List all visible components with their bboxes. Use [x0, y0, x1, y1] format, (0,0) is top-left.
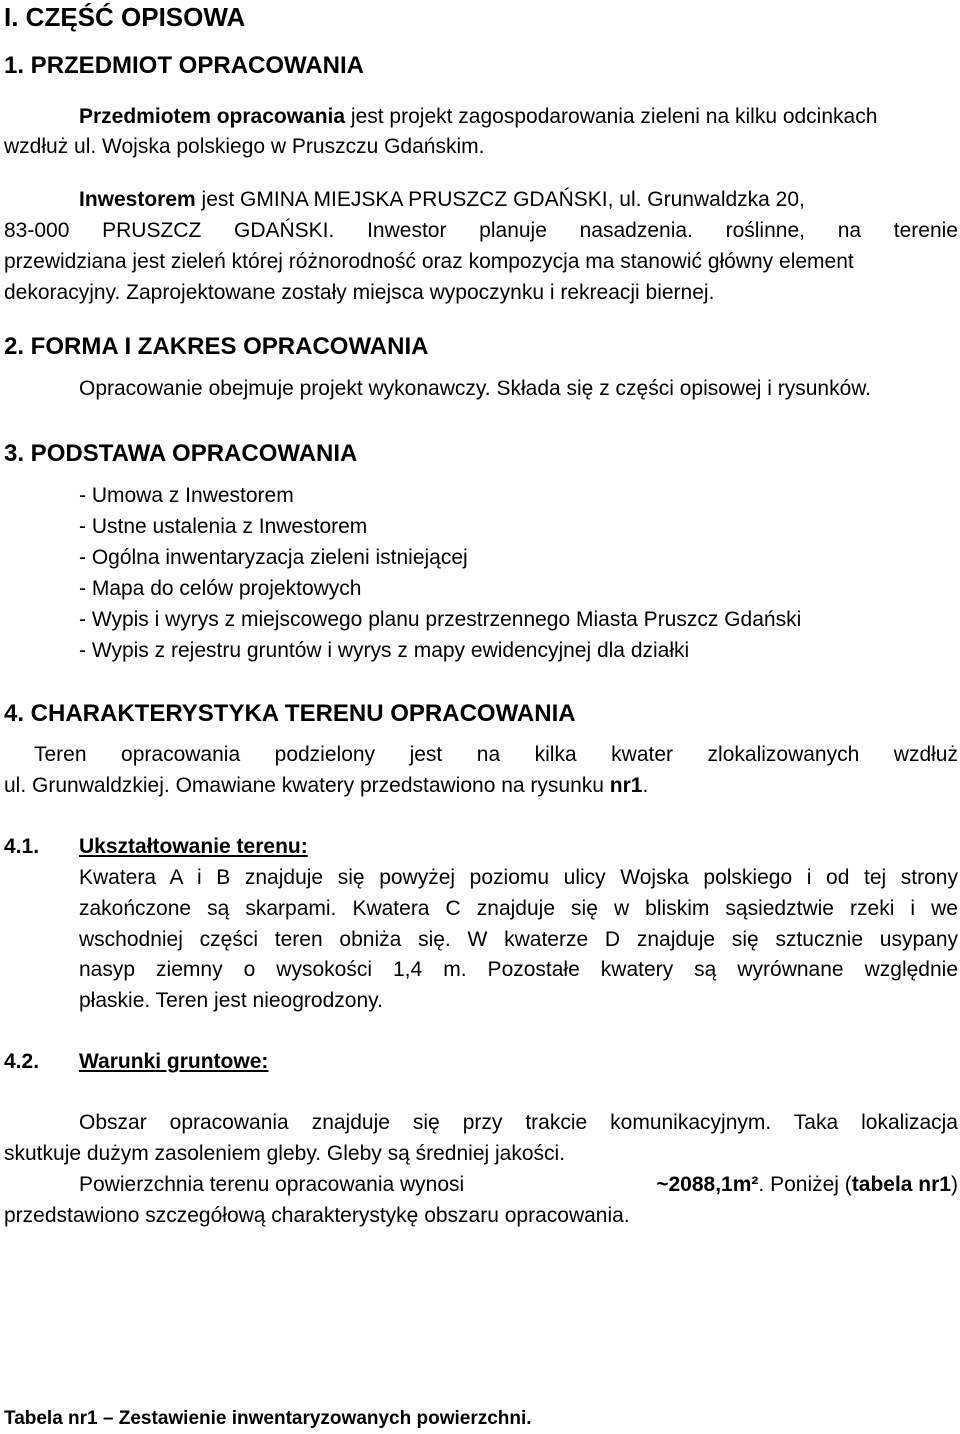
subsection-4-1-title: Ukształtowanie terenu: — [79, 835, 308, 858]
s4-1-line: płaskie. Teren jest nieogrodzony. — [79, 989, 383, 1012]
s1-paragraph-2-line-4: dekoracyjny. Zaprojektowane zostały miejsca wypoczynku i rekreacji biernej. — [4, 281, 715, 304]
s2-text: Opracowanie obejmuje projekt wykonawczy. Składa się z części opisowej i rysunków. — [79, 377, 872, 400]
subsection-4-1-number: 4.1. — [4, 835, 40, 858]
s4-2-line3-post: ) — [951, 1173, 958, 1196]
s1-p1-bold: Przedmiotem opracowania — [79, 105, 346, 128]
s1-paragraph-2-line-2: 83-000 PRUSZCZ GDAŃSKI. Inwestor planuje nasadzenia. roślinne, na terenie — [4, 219, 958, 242]
page-title: I. CZĘŚĆ OPISOWA — [4, 2, 246, 32]
s4-line2-bold: nr1 — [609, 774, 643, 797]
s4-line2-text: ul. Grunwaldzkiej. Omawiane kwatery przedstawiono na rysunku — [4, 774, 610, 797]
s1-p1-rest: jest projekt zagospodarowania zieleni na kilku odcinkach — [345, 105, 878, 128]
s3-list-item: - Wypis i wyrys z miejscowego planu przestrzennego Miasta Pruszcz Gdański — [79, 608, 802, 631]
s4-1-line: Kwatera A i B znajduje się powyżej poziomu ulicy Wojska polskiego i od tej strony — [79, 866, 958, 889]
s3-list-item: - Wypis z rejestru gruntów i wyrys z mapy ewidencyjnej dla działki — [79, 639, 690, 662]
s4-2-line-1: Obszar opracowania znajduje się przy trakcie komunikacyjnym. Taka lokalizacja — [79, 1111, 958, 1134]
s3-list-item: - Ogólna inwentaryzacja zieleni istniejącej — [79, 546, 468, 569]
section-4-heading: 4. CHARAKTERYSTYKA TERENU OPRACOWANIA — [4, 700, 576, 727]
s1-paragraph-2-line-1 — [79, 188, 805, 212]
s1-paragraph-1-line-1 — [79, 105, 877, 129]
subsection-4-2-title: Warunki gruntowe: — [79, 1050, 269, 1073]
s4-2-line-4: przedstawiono szczegółową charakterystykę obszaru opracowania. — [4, 1204, 630, 1227]
s4-text-line-1: Teren opracowania podzielony jest na kilka kwater zlokalizowanych wzdłuż — [34, 743, 958, 766]
s4-1-line: zakończone są skarpami. Kwatera C znajduje się w bliskim sąsiedztwie rzeki i we — [79, 897, 958, 920]
s4-2-line-3 — [79, 1173, 958, 1197]
s1-paragraph-1-line-2: wzdłuż ul. Wojska polskiego w Pruszczu Gdańskim. — [4, 135, 485, 158]
section-1-heading: 1. PRZEDMIOT OPRACOWANIA — [4, 52, 365, 79]
table-caption: Tabela nr1 – Zestawienie inwentaryzowanych powierzchni. — [4, 1408, 532, 1429]
s4-text-line-2 — [4, 774, 648, 798]
s3-list-item: - Umowa z Inwestorem — [79, 484, 294, 507]
s4-2-line3-area — [656, 1173, 958, 1197]
subsection-4-2-number: 4.2. — [4, 1050, 40, 1073]
s3-list-item: - Ustne ustalenia z Inwestorem — [79, 515, 368, 538]
s1-paragraph-2-line-3: przewidziana jest zieleń której różnorodność oraz kompozycja ma stanowić główny element — [4, 250, 854, 273]
s4-2-line-2: skutkuje dużym zasoleniem gleby. Gleby są średniej jakości. — [4, 1142, 566, 1165]
s4-line2-post: . — [642, 774, 649, 797]
area-value: ~2088,1m² — [656, 1173, 759, 1196]
s4-2-line3-part: Powierzchnia terenu opracowania wynosi — [79, 1173, 465, 1196]
s4-1-line: wschodniej części teren obniża się. W kwaterze D znajduje się sztucznie usypany — [79, 928, 958, 951]
section-2-heading: 2. FORMA I ZAKRES OPRACOWANIA — [4, 333, 429, 360]
s3-list-item: - Mapa do celów projektowych — [79, 577, 362, 600]
s4-2-line3-mid: . Poniżej ( — [758, 1173, 852, 1196]
s1-p2-rest: jest GMINA MIEJSKA PRUSZCZ GDAŃSKI, ul. Grunwaldzka 20, — [195, 188, 805, 211]
s1-p2-bold: Inwestorem — [79, 188, 196, 211]
s4-1-line: nasyp ziemny o wysokości 1,4 m. Pozostałe kwatery są wyrównane względnie — [79, 958, 958, 981]
section-3-heading: 3. PODSTAWA OPRACOWANIA — [4, 440, 358, 467]
table-reference: tabela nr1 — [851, 1173, 951, 1196]
